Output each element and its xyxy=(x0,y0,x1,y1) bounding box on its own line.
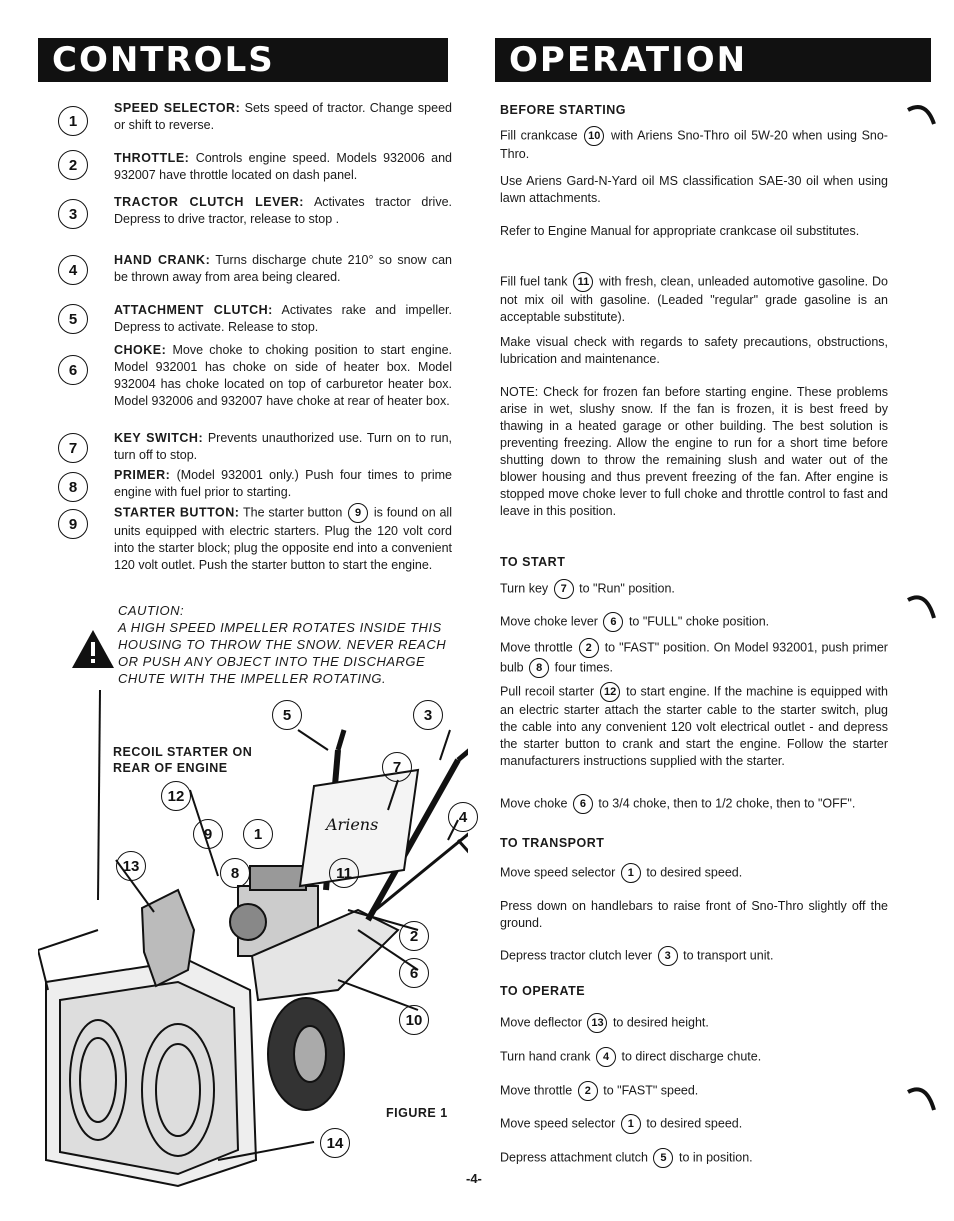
figure-callout: 11 xyxy=(329,858,359,888)
text: Move choke lever xyxy=(500,614,598,629)
text: Move throttle xyxy=(500,640,573,655)
text: NOTE: Check for frozen fan before starting engine. These problems arise in wet, slushy snow. If the fan is frozen, it is best freed by thawing in a heated garage or other building. The best solution is preventing freezing. Allow the engine to run for a short time before shutting down to throw the remaining slush and water out of the blower housing and thus prevent freezing of the fan. After engine is stopped move choke lever to full choke and throttle control to fast and leave in this position. xyxy=(500,385,888,518)
control-text: Activates tractor drive. Depress to drive tractor, release to stop . xyxy=(114,195,452,226)
step xyxy=(500,794,888,814)
corner-mark-icon xyxy=(906,100,936,126)
step xyxy=(500,946,888,966)
figure-callout: 2 xyxy=(399,921,429,951)
text: to transport unit. xyxy=(683,948,774,963)
text: Move deflector xyxy=(500,1015,582,1030)
text: to direct discharge chute. xyxy=(621,1049,762,1064)
figure-callout: 1 xyxy=(243,819,273,849)
inline-callout: 7 xyxy=(554,579,574,599)
brand-logo: Ariens xyxy=(326,815,379,834)
inline-callout: 3 xyxy=(658,946,678,966)
text: Press down on handlebars to raise front of Sno-Thro slightly off the ground. xyxy=(500,899,888,930)
text: Move choke xyxy=(500,796,568,811)
control-label: HAND CRANK: xyxy=(114,253,211,267)
text: with Ariens Sno-Thro oil 5W-20 when using Sno-Thro. xyxy=(500,128,888,161)
control-text: Sets speed of tractor. Change speed or shift to reverse. xyxy=(114,101,452,132)
section-heading: TO TRANSPORT xyxy=(500,836,605,850)
inline-callout: 10 xyxy=(584,126,604,146)
inline-callout: 4 xyxy=(596,1047,616,1067)
text: Move speed selector xyxy=(500,1116,616,1131)
text: to start engine. If the machine is equipped with an electric starter attach the starter cable to the starter switch, plug the cable into any convenient 120 volt electrical outlet - and depress the starter button to crank and start the engine. Follow the starter manufacturers instructions supplied with the starter. xyxy=(500,684,888,768)
figure-callout: 4 xyxy=(448,802,478,832)
caution-heading: CAUTION: xyxy=(118,603,185,618)
figure-callout: 10 xyxy=(399,1005,429,1035)
inline-callout: 6 xyxy=(573,794,593,814)
text: Use Ariens Gard-N-Yard oil MS classification SAE-30 oil when using lawn attachments. xyxy=(500,174,888,205)
callout-number: 5 xyxy=(58,304,88,334)
control-item-choke xyxy=(58,342,452,410)
text: to desired speed. xyxy=(646,1116,743,1131)
inline-callout: 11 xyxy=(573,272,593,292)
control-item-primer xyxy=(58,467,452,501)
control-label: PRIMER: xyxy=(114,468,171,482)
control-text: Controls engine speed. Models 932006 and 932007 have throttle located on dash panel. xyxy=(114,151,452,182)
paragraph xyxy=(500,126,888,163)
figure-callout: 9 xyxy=(193,819,223,849)
callout-number: 9 xyxy=(58,509,88,539)
section-heading: TO OPERATE xyxy=(500,984,586,998)
paragraph xyxy=(500,173,888,207)
caution-text: A HIGH SPEED IMPELLER ROTATES INSIDE THIS HOUSING TO THROW THE SNOW. NEVER REACH OR PUSH ANY OBJECT INTO THE DISCHARGE CHUTE WITH THE IMPELLER ROTATING. xyxy=(118,620,447,686)
text: with fresh, clean, unleaded automotive gasoline. Do not mix oil with gasoline. (Leaded "regular" grade gasoline is an acceptable substitute). xyxy=(500,274,888,324)
figure-callout: 7 xyxy=(382,752,412,782)
step xyxy=(500,612,888,632)
section-to-operate xyxy=(500,983,888,1000)
callout-number: 8 xyxy=(58,472,88,502)
control-item-starter-button xyxy=(58,503,452,574)
section-before-starting xyxy=(500,102,888,119)
inline-callout: 13 xyxy=(587,1013,607,1033)
control-item-throttle xyxy=(58,150,452,184)
paragraph-note xyxy=(500,384,888,520)
text: to in position. xyxy=(678,1150,753,1165)
step xyxy=(500,863,888,883)
callout-number: 2 xyxy=(58,150,88,180)
section-to-start xyxy=(500,554,888,571)
control-label: ATTACHMENT CLUTCH: xyxy=(114,303,273,317)
text: four times. xyxy=(554,660,613,675)
paragraph xyxy=(500,223,888,240)
figure-callout: 14 xyxy=(320,1128,350,1158)
control-label: THROTTLE: xyxy=(114,151,190,165)
inline-callout: 6 xyxy=(603,612,623,632)
section-heading: TO START xyxy=(500,555,566,569)
text: to "FAST" position. On Model 932001, push primer bulb xyxy=(500,640,888,675)
control-item-hand-crank xyxy=(58,252,452,286)
control-label: TRACTOR CLUTCH LEVER: xyxy=(114,195,304,209)
text: Depress attachment clutch xyxy=(500,1150,648,1165)
figure-callout: 8 xyxy=(220,858,250,888)
callout-number: 4 xyxy=(58,255,88,285)
inline-callout: 12 xyxy=(600,682,620,702)
text: Pull recoil starter xyxy=(500,684,595,699)
text: Turn hand crank xyxy=(500,1049,591,1064)
step xyxy=(500,638,888,678)
step xyxy=(500,1114,888,1134)
control-text: Turns discharge chute 210° so snow can be thrown away from area being cleared. xyxy=(114,253,452,284)
inline-callout: 8 xyxy=(529,658,549,678)
paragraph xyxy=(500,334,888,368)
controls-heading: CONTROLS xyxy=(38,38,448,82)
callout-number: 6 xyxy=(58,355,88,385)
control-text: Prevents unauthorized use. Turn on to run, turn off to stop. xyxy=(114,431,452,462)
recoil-starter-label: RECOIL STARTER ON REAR OF ENGINE xyxy=(113,745,253,775)
section-to-transport xyxy=(500,835,888,852)
inline-callout: 9 xyxy=(348,503,368,523)
text: to 3/4 choke, then to 1/2 choke, then to "OFF". xyxy=(598,796,856,811)
control-label: KEY SWITCH: xyxy=(114,431,204,445)
text: to desired speed. xyxy=(646,865,743,880)
text: Make visual check with regards to safety precautions, obstructions, lubrication and maintenance. xyxy=(500,335,888,366)
text: Fill fuel tank xyxy=(500,274,568,289)
control-label: SPEED SELECTOR: xyxy=(114,101,241,115)
control-label: STARTER BUTTON: xyxy=(114,505,240,520)
text: Refer to Engine Manual for appropriate crankcase oil substitutes. xyxy=(500,224,860,238)
step xyxy=(500,1013,888,1033)
page-number: -4- xyxy=(466,1171,482,1186)
control-label: CHOKE: xyxy=(114,343,167,357)
inline-callout: 2 xyxy=(579,638,599,658)
inline-callout: 1 xyxy=(621,863,641,883)
step xyxy=(500,579,888,599)
callout-number: 1 xyxy=(58,106,88,136)
figure-callout: 13 xyxy=(116,851,146,881)
inline-callout: 2 xyxy=(578,1081,598,1101)
text: Depress tractor clutch lever xyxy=(500,948,653,963)
paragraph xyxy=(500,272,888,326)
corner-mark-icon xyxy=(906,1082,936,1112)
control-item-attachment-clutch xyxy=(58,302,452,336)
text: to "FAST" speed. xyxy=(603,1083,699,1098)
figure-callout: 5 xyxy=(272,700,302,730)
section-heading: BEFORE STARTING xyxy=(500,103,627,117)
figure-callout: 6 xyxy=(399,958,429,988)
operation-heading: OPERATION xyxy=(495,38,931,82)
control-item-speed-selector xyxy=(58,100,452,134)
control-text: The starter button xyxy=(242,505,343,520)
control-text: Activates rake and impeller. Depress to activate. Release to stop. xyxy=(114,303,453,334)
control-text: (Model 932001 only.) Push four times to prime engine with fuel prior to starting. xyxy=(114,468,452,499)
text: Fill crankcase xyxy=(500,128,578,143)
step xyxy=(500,682,888,770)
step xyxy=(500,898,888,932)
text: to desired height. xyxy=(612,1015,709,1030)
step xyxy=(500,1081,888,1101)
control-text: Move choke to choking position to start engine. Model 932001 has choke on side of heater box. Model 932004 has choke located on top of carburetor heater box. Model 932006 and 932007 have choke at rear of heater box. xyxy=(114,343,452,408)
step xyxy=(500,1047,888,1067)
callout-number: 7 xyxy=(58,433,88,463)
text: Turn key xyxy=(500,581,549,596)
text: Move speed selector xyxy=(500,865,616,880)
corner-mark-icon xyxy=(906,590,936,620)
warning-triangle-icon xyxy=(70,628,116,670)
caution-block xyxy=(118,602,450,687)
inline-callout: 1 xyxy=(621,1114,641,1134)
text: to "Run" position. xyxy=(579,581,675,596)
figure-callout: 12 xyxy=(161,781,191,811)
text: Move throttle xyxy=(500,1083,573,1098)
callout-number: 3 xyxy=(58,199,88,229)
figure-caption: FIGURE 1 xyxy=(386,1106,448,1120)
control-item-tractor-clutch xyxy=(58,194,452,228)
text: to "FULL" choke position. xyxy=(628,614,770,629)
step xyxy=(500,1148,888,1168)
figure-callout: 3 xyxy=(413,700,443,730)
control-item-key-switch xyxy=(58,430,452,464)
inline-callout: 5 xyxy=(653,1148,673,1168)
control-text: is found on all units equipped with electric starters. Plug the 120 volt cord into the starter block; plug the opposite end into a convenient 120 volt outlet. Push the starter button to start the engine. xyxy=(114,505,452,572)
